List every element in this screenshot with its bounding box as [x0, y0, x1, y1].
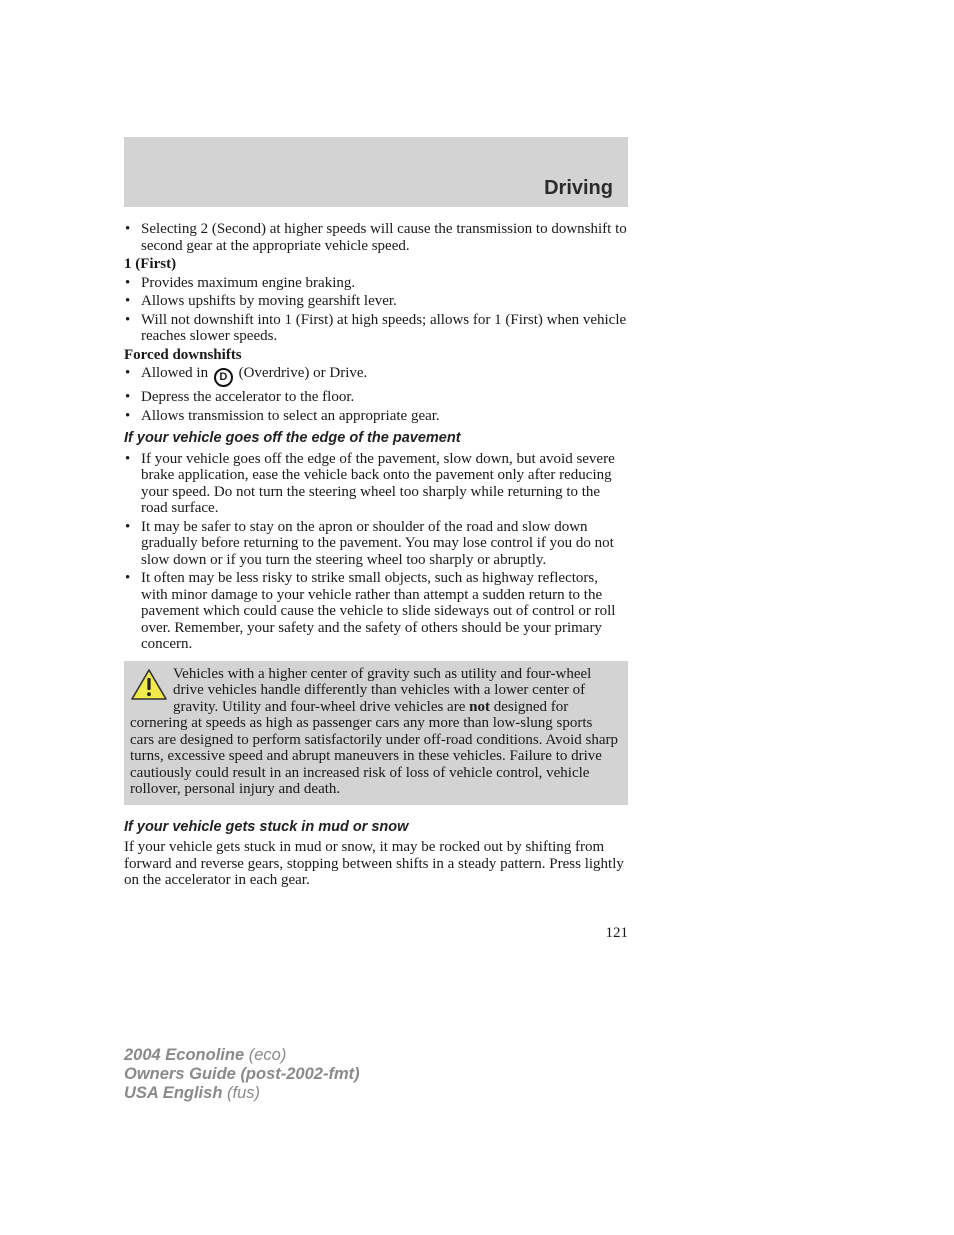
footer-line: [124, 1084, 360, 1103]
bullet-dot: •: [125, 389, 131, 405]
footer-line: [124, 1065, 360, 1084]
bullet-text: It may be safer to stay on the apron or shoulder of the road and slow down gradually before returning to the pavement. You may lose control if you do not slow down or if you turn the steering wheel too sharply or abruptly.: [141, 518, 614, 568]
bullet-dot: •: [125, 570, 131, 586]
warning-text-part: Vehicles with a higher center of gravity such as utility and four-wheel drive vehicles handle differently than vehicles with a lower center of gravity. Utility and four-wheel drive vehicles are: [173, 665, 592, 715]
list-item: [124, 570, 628, 653]
footer-line: [124, 1046, 360, 1065]
warning-emphasis: not: [469, 698, 490, 715]
overdrive-d-icon: D: [214, 368, 233, 387]
footer-language: USA English: [124, 1084, 223, 1102]
list-item: [124, 519, 628, 569]
list-item: [124, 275, 628, 292]
subheading-first: 1 (First): [124, 256, 177, 272]
bullet-text: Allowed in: [141, 365, 209, 381]
bullet-text: It often may be less risky to strike small objects, such as highway reflectors, with minor damage to your vehicle rather than attempt a sudden return to the pavement which could cause the vehicle to slide sideways out of control or roll over. Remember, your safety and the safety of others should be your primary concern.: [141, 570, 616, 652]
bullet-text: Will not downshift into 1 (First) at high speeds; allows for 1 (First) when vehicle reaches slower speeds.: [141, 311, 627, 344]
bullet-dot: •: [125, 407, 131, 424]
bullet-text: Provides maximum engine braking.: [141, 274, 356, 291]
bullet-text: (Overdrive) or Drive.: [238, 365, 368, 381]
bullet-dot: •: [125, 365, 131, 381]
list-item: [124, 408, 628, 425]
footer-language-code: (fus): [227, 1084, 260, 1102]
section-title: Driving: [544, 177, 613, 199]
heading-mud-snow: If your vehicle gets stuck in mud or snow: [124, 818, 409, 835]
bullet-text: Allows upshifts by moving gearshift lever.: [141, 293, 397, 309]
bullet-dot: •: [125, 450, 131, 467]
page-content: [124, 221, 628, 889]
section-header-band: [124, 137, 628, 207]
bullet-text: If your vehicle goes off the edge of the pavement, slow down, but avoid severe brake application, ease the vehicle back onto the pavement only after reducing your speed. Do not turn the steering wheel too sharply while returning to the road surface.: [141, 450, 615, 516]
list-item: [124, 312, 628, 345]
list-item: [124, 293, 628, 310]
bullet-text: Allows transmission to select an appropriate gear.: [141, 407, 440, 424]
list-item: [124, 365, 628, 387]
footer-guide: Owners Guide (post-2002-fmt): [124, 1065, 360, 1083]
warning-text-part: designed for cornering at speeds as high as passenger cars any more than low-slung sports cars are designed to perform satisfactorily under off-road conditions. Avoid sharp turns, excessive speed and abrupt maneuvers in these vehicles. Failure to drive cautiously could result in an increased risk of loss of vehicle control, vehicle rollover, personal injury and death.: [130, 698, 619, 797]
list-item: [124, 221, 628, 254]
subheading-forced-downshifts: Forced downshifts: [124, 346, 242, 363]
bullet-text: Selecting 2 (Second) at higher speeds will cause the transmission to downshift to second gear at the appropriate vehicle speed.: [141, 221, 627, 254]
bullet-dot: •: [125, 311, 131, 328]
warning-box: [124, 661, 628, 805]
paragraph-mud-snow: If your vehicle gets stuck in mud or snow, it may be rocked out by shifting from forward and reverse gears, stopping between shifts in a steady pattern. Press lightly on the accelerator in each gear.: [124, 839, 624, 888]
document-footer: [124, 1046, 360, 1103]
footer-model-code: (eco): [248, 1046, 287, 1064]
list-item: [124, 451, 628, 517]
heading-off-pavement: If your vehicle goes off the edge of the pavement: [124, 430, 461, 446]
bullet-text: Depress the accelerator to the floor.: [141, 389, 355, 405]
page-number: 121: [605, 925, 628, 941]
bullet-dot: •: [125, 293, 131, 309]
warning-text: [130, 666, 619, 798]
bullet-dot: •: [125, 221, 131, 237]
warning-triangle-icon: [130, 668, 168, 702]
bullet-dot: •: [125, 518, 131, 535]
bullet-dot: •: [125, 274, 131, 291]
list-item: [124, 389, 628, 406]
footer-model: 2004 Econoline: [124, 1046, 245, 1064]
